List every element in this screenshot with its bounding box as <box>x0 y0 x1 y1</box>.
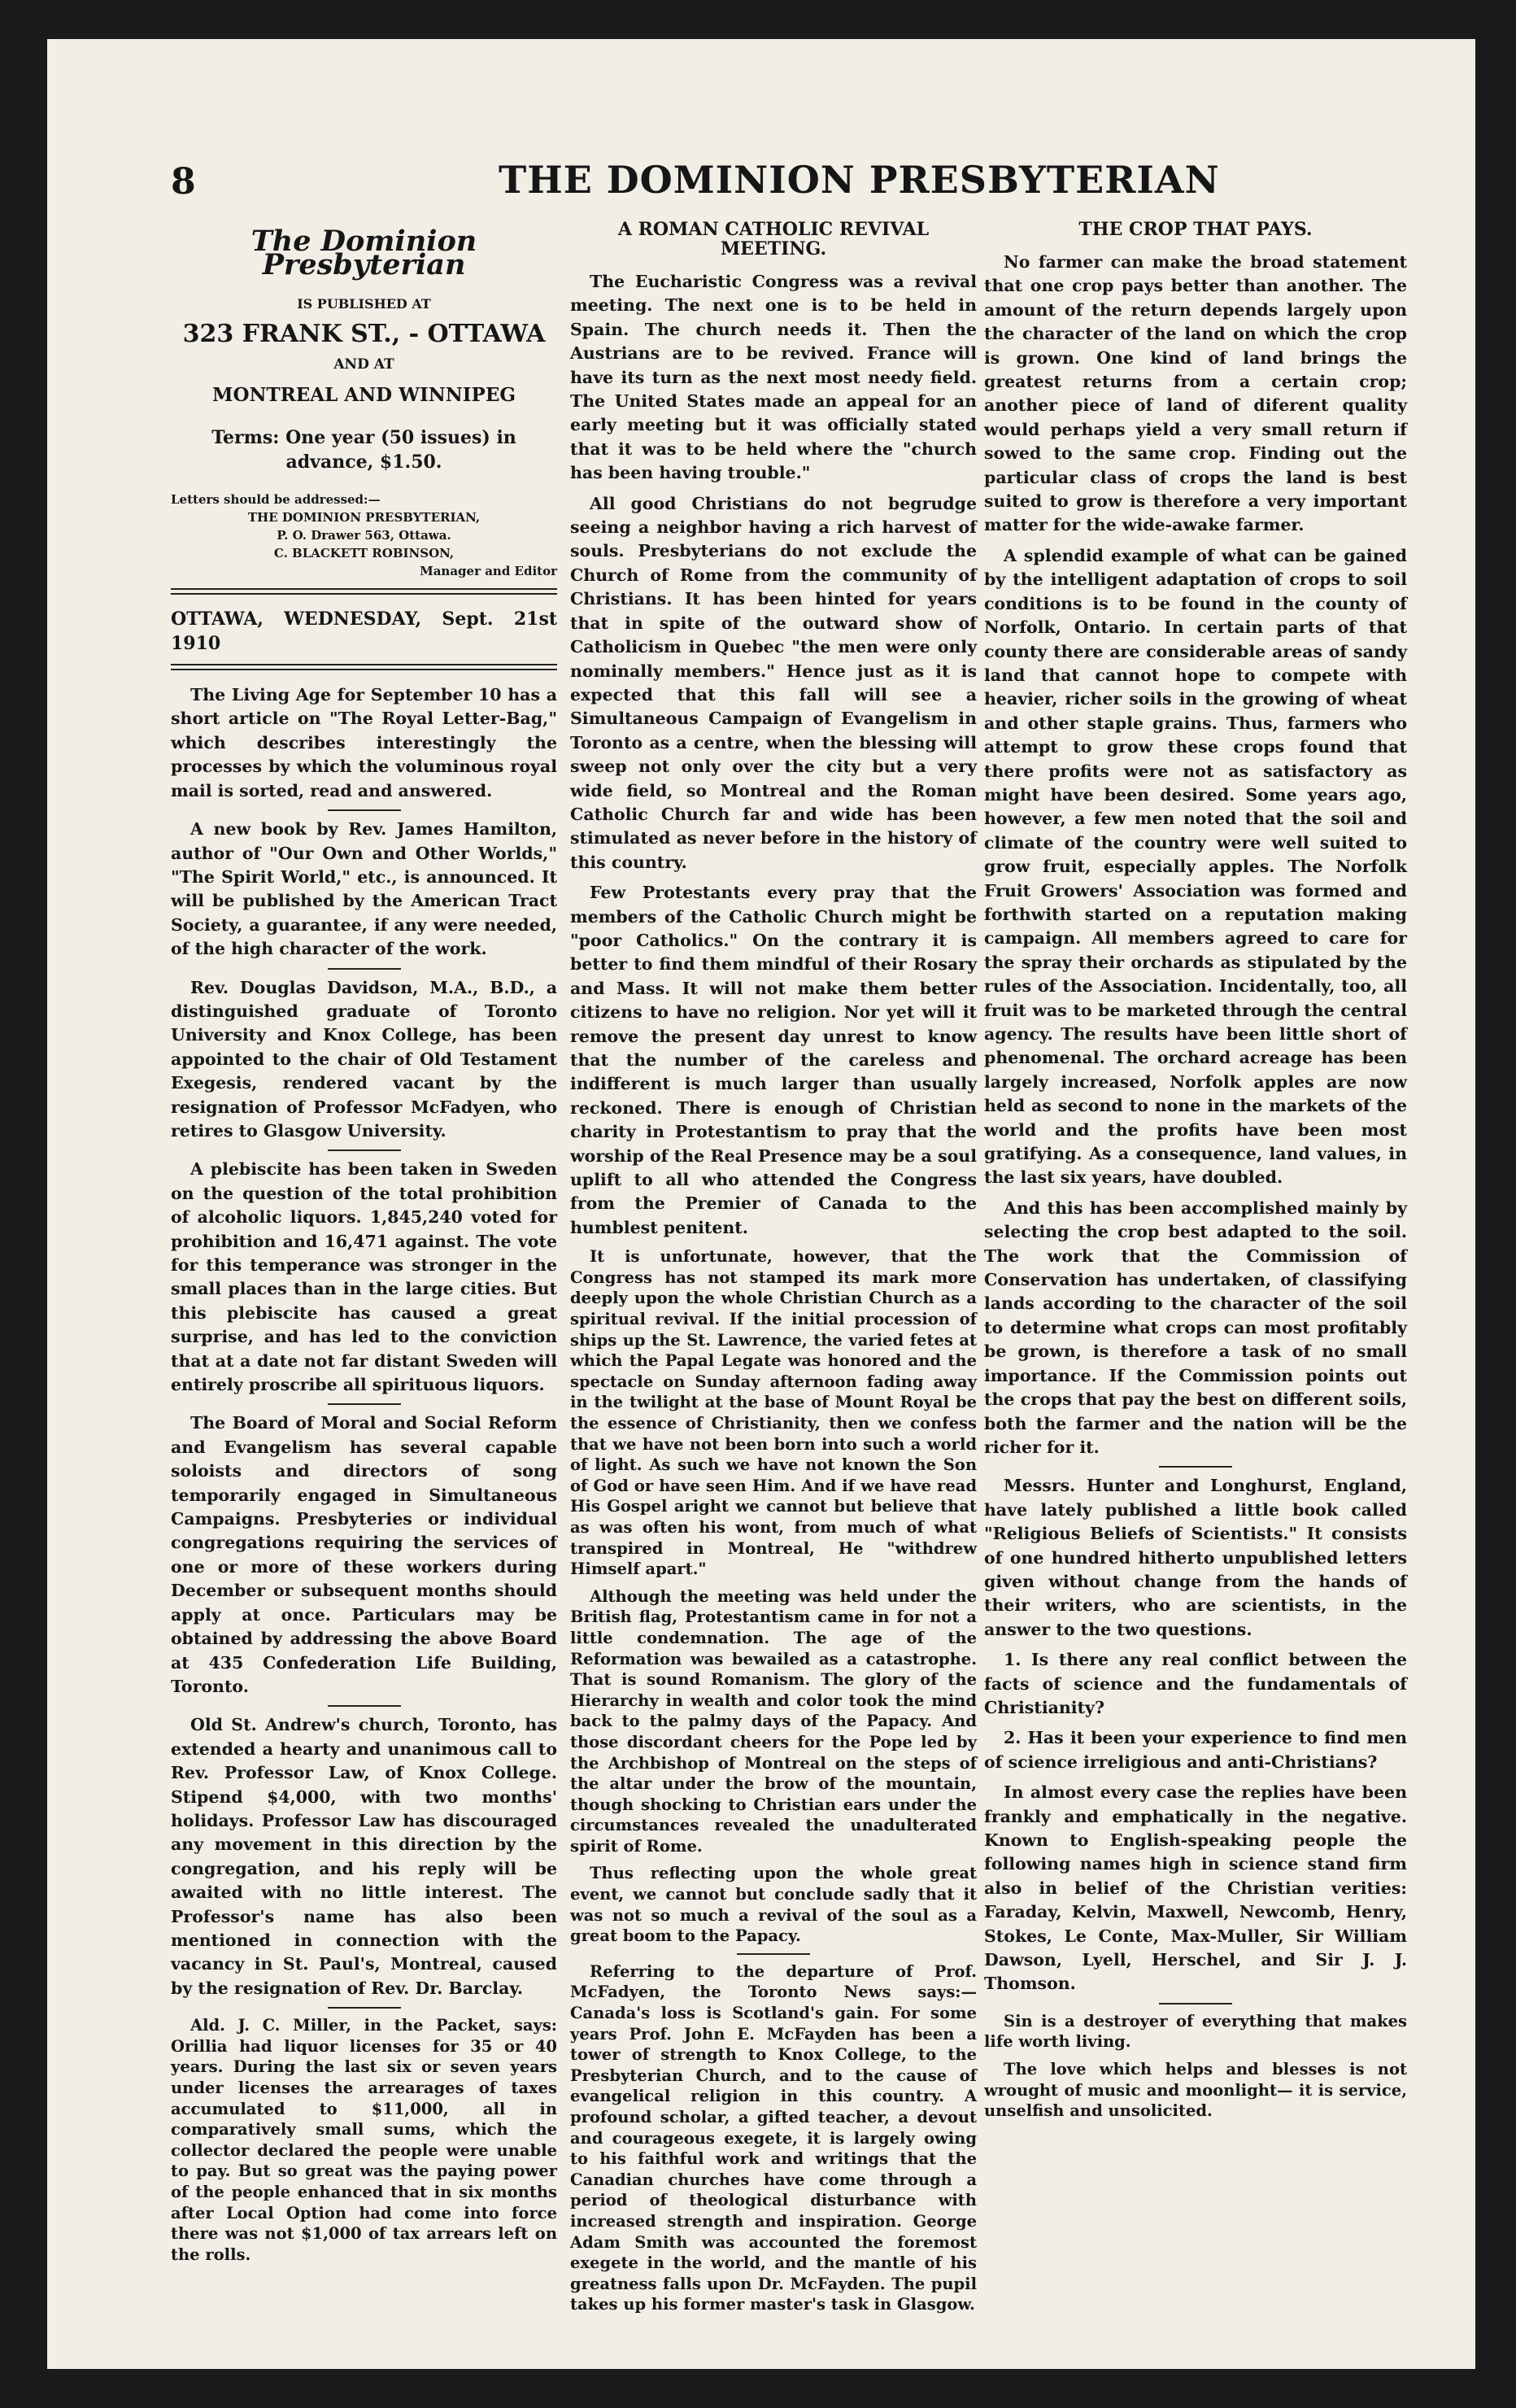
divider <box>328 2007 401 2009</box>
masthead-and-at: AND AT <box>333 356 394 373</box>
paragraph: The Eucharistic Congress was a revival meeting. The next one is to be held in Spain. The church needs it. Then the Austrians are to be revived. France will have its turn as the next most needy field. The United States made an appeal for an early meeting but it was officially stated that it was to be held where the "church has been having trouble." <box>570 272 977 483</box>
paragraph: The Living Age for September 10 has a short article on "The Royal Letter-Bag," which describes interestingly the processes by which the voluminous royal mail is sorted, read and answered. <box>171 685 557 800</box>
paragraph: Sin is a destroyer of everything that makes life worth living. <box>984 2011 1407 2052</box>
paragraph: No farmer can make the broad statement that one crop pays better than another. The amount of the return depends largely upon the character of the land on which the crop is grown. One kind of land brings the greatest returns from a certain crop; another piece of land of diferent quality would perhaps yield a very small return if sowed to the same crop. Finding out the particular class of crops the land is best suited to grow is therefore a very important matter for the wide-awake farmer. <box>984 252 1407 535</box>
paragraph: Thus reflecting upon the whole great event, we cannot but conclude sadly that it was not so much a revival of the soul as a great boom to the Papacy. <box>570 1864 977 1946</box>
paragraph: In almost every case the replies have been frankly and emphatically in the negative. Known to English-speaking people the following names high in science stand firm also in belief of the Christian verities: Faraday, Kelvin, Maxwell, Newcomb, Henry, Stokes, Le Conte, Max-Muller, Sir William Dawson, Lyell, Herschel, and Sir J. J. Thomson. <box>984 1782 1407 1994</box>
divider <box>1159 1466 1232 1468</box>
paragraph: Messrs. Hunter and Longhurst, England, have lately published a little book called "Religious Beliefs of Scientists." It consists of one hundred hitherto unpublished letters given without change from the hands of their writers, who are scientists, in the answer to the two questions. <box>984 1476 1407 1639</box>
divider <box>328 1149 401 1151</box>
divider <box>328 809 401 811</box>
paragraph: Although the meeting was held under the British flag, Protestantism came in for not a little condemnation. The age of the Reformation was bewailed as a catastrophe. That is sound Romanism. The glory of the Hierarchy in wealth and color took the mind back to the palmy days of the Papacy. And those discordant cheers for the Pope led by the Archbishop of Montreal on the steps of the altar under the brow of the mountain, though shocking to Christian ears under the circumstances revealed the unadulterated spirit of Rome. <box>570 1586 977 1856</box>
masthead-address-2: P. O. Drawer 563, Ottawa. <box>277 528 451 543</box>
paragraph: A new book by Rev. James Hamilton, author of "Our Own and Other Worlds," "The Spirit World," etc., is announced. It will be published by the American Tract Society, a guarantee, if any were needed, of the high character of the work. <box>171 819 557 959</box>
divider <box>1159 2003 1232 2004</box>
masthead-letters: Letters should be addressed:— <box>171 492 381 508</box>
masthead-title: The Dominion Presbyterian <box>250 225 477 282</box>
paragraph: Old St. Andrew's church, Toronto, has extended a hearty and unanimous call to Rev. Professor Law, of Knox College. Stipend $4,000, with two months' holidays. Professor Law has discouraged any movement in this direction by the congregation, and his reply will be awaited with no little interest. The Professor's name has also been mentioned in connection with the vacancy in St. Paul's, Montreal, caused by the resignation of Rev. Dr. Barclay. <box>171 1715 557 1998</box>
article-heading: THE CROP THAT PAYS. <box>1078 219 1313 240</box>
paragraph: 2. Has it been your experience to find men of science irreligious and anti-Christians? <box>984 1728 1407 1772</box>
paragraph: And this has been accomplished mainly by selecting the crop best adapted to the soil. The work that the Commission of Conservation has undertaken, of classifying lands according to the character of the soil to determine what crops can most profitably be grown, is therefore a task of no small importance. If the Commission points out the crops that pay the best on different soils, both the farmer and the nation will be the richer for it. <box>984 1197 1407 1457</box>
paragraph: Rev. Douglas Davidson, M.A., B.D., a distinguished graduate of Toronto University and Knox College, has been appointed to the chair of Old Testament Exegesis, rendered vacant by the resignation of Professor McFadyen, who retires to Glasgow University. <box>171 977 557 1141</box>
divider <box>328 1705 401 1707</box>
masthead-address-1: THE DOMINION PRESBYTERIAN, <box>247 510 481 526</box>
divider <box>328 1403 401 1405</box>
column-3 <box>984 216 1407 2128</box>
column-2 <box>570 216 977 2322</box>
divider <box>737 1953 810 1955</box>
masthead <box>171 225 557 580</box>
paragraph: A plebiscite has been taken in Sweden on the question of the total prohibition of alcoholic liquors. 1,845,240 voted for prohibition and 16,471 against. The vote for this temperance was stronger in the small places than in the large cities. But this plebiscite has caused a great surprise, and has led to the conviction that at a date not far distant Sweden will entirely proscribe all spirituous liquors. <box>171 1159 557 1395</box>
paragraph: The love which helps and blesses is not wrought of music and moonlight— it is service, unselfish and unsolicited. <box>984 2060 1407 2121</box>
paragraph: The Board of Moral and Social Reform and Evangelism has several capable soloists and directors of song temporarily engaged in Simultaneous Campaigns. Presbyteries or individual congregations requiring the services of one or more of these workers during December or subsequent months should apply at once. Particulars may be obtained by addressing the above Board at 435 Confederation Life Building, Toronto. <box>171 1413 557 1696</box>
paragraph: A splendid example of what can be gained by the intelligent adaptation of crops to soil conditions is to be found in the county of Norfolk, Ontario. In certain parts of that county there are considerable areas of sandy land that cannot hope to compete with heavier, richer soils in the growing of wheat and other staple grains. Thus, farmers who attempt to grow these crops found that there profits were not as satisfactory as might have been desired. Some years ago, however, a few men noted that the soil and climate of the country were well suited to grow fruit, especially apples. The Norfolk Fruit Growers' Association was formed and forthwith started on a reputation making campaign. All members agreed to care for the spray their orchards as stipulated by the rules of the Association. Incidentally, too, all fruit was to be marketed through the central agency. The results have been little short of phenomenal. The orchard acreage has been largely increased, Norfolk apples are now held as second to none in the markets of the world and the profits have been most gratifying. As a consequence, land values, in the last six years, have doubled. <box>984 545 1407 1188</box>
paragraph: It is unfortunate, however, that the Congress has not stamped its mark more deeply upon the whole Christian Church as a spiritual revival. If the initial procession of ships up the St. Lawrence, the varied fetes at which the Papal Legate was honored and the spectacle on Sunday afternoon fading away in the twilight at the base of Mount Royal be the essence of Christianity, then we confess that we have not been born into such a world of light. As such we have not known the Son of God or have seen Him. And if we have read His Gospel aright we cannot but believe that as was often his wont, from much of what transpired in Montreal, He "withdrew Himself apart." <box>570 1247 977 1579</box>
column-1 <box>171 216 557 2271</box>
masthead-published-at: IS PUBLISHED AT <box>297 295 431 312</box>
paragraph: Few Protestants every pray that the members of the Catholic Church might be "poor Catholics." On the contrary it is better to find them mindful of their Rosary and Mass. It will not make them better citizens to have no religion. Nor yet will it remove the present day unrest to know that the number of the careless and indifferent is much larger than usually reckoned. There is enough of Christian charity in Protestantism to pray that the worship of the Real Presence may be a soul uplift to all who attended the Congress from the Premier of Canada to the humblest penitent. <box>570 883 977 1237</box>
paragraph: All good Christians do not begrudge seeing a neighbor having a rich harvest of souls. Presbyterians do not exclude the Church of Rome from the community of Christians. It has been hinted for years that in spite of the outward show of Catholicism in Quebec "the men were only nominally members." Hence just as it is expected that this fall will see a Simultaneous Campaign of Evangelism in Toronto as a centre, when the blessing will sweep not only over the city but a very wide field, so Montreal and the Roman Catholic Church far and wide has been stimulated as never before in the history of this country. <box>570 493 977 872</box>
paragraph: Ald. J. C. Miller, in the Packet, says: Orillia had liquor licenses for 35 or 40 years. During the last six or seven years under licenses the arrearages of taxes accumulated to $11,000, all in comparatively small sums, which the collector declared the people were unable to pay. But so great was the paying power of the people enhanced that in six months after Local Option had come into force there was not $1,000 of tax arrears left on the rolls. <box>171 2016 557 2264</box>
divider <box>328 968 401 970</box>
masthead-address-3: C. BLACKETT ROBINSON, <box>273 546 455 561</box>
masthead-street: 323 FRANK ST., - OTTAWA <box>182 320 546 349</box>
newspaper-page <box>47 39 1475 2369</box>
double-rule <box>171 588 557 595</box>
paragraph: 1. Is there any real conflict between the facts of science and the fundamentals of Christianity? <box>984 1650 1407 1717</box>
dateline: OTTAWA, WEDNESDAY, Sept. 21st 1910 <box>171 609 557 654</box>
masthead-terms: Terms: One year (50 issues) in advance, $1.50. <box>211 427 516 473</box>
page-number: 8 <box>171 161 196 203</box>
masthead-address-4: Manager and Editor <box>420 564 557 579</box>
double-rule <box>171 664 557 670</box>
masthead-cities: MONTREAL AND WINNIPEG <box>212 384 516 407</box>
running-title: THE DOMINION PRESBYTERIAN <box>499 158 1220 202</box>
paragraph: Referring to the departure of Prof. McFadyen, the Toronto News says:— Canada's loss is Scotland's gain. For some years Prof. John E. McFayden has been a tower of strength to Knox College, to the Presbyterian Church, and to the cause of evangelical religion in this country. A profound scholar, a gifted teacher, a devout and courageous exegete, it is largely owing to his faithful work and writings that the Canadian churches have come through a period of theological disturbance with increased strength and inspiration. George Adam Smith was accounted the foremost exegete in the world, and the mantle of his greatness falls upon Dr. McFayden. The pupil takes up his former master's task in Glasgow. <box>570 1961 977 2314</box>
article-heading: A ROMAN CATHOLIC REVIVAL MEETING. <box>617 219 930 260</box>
